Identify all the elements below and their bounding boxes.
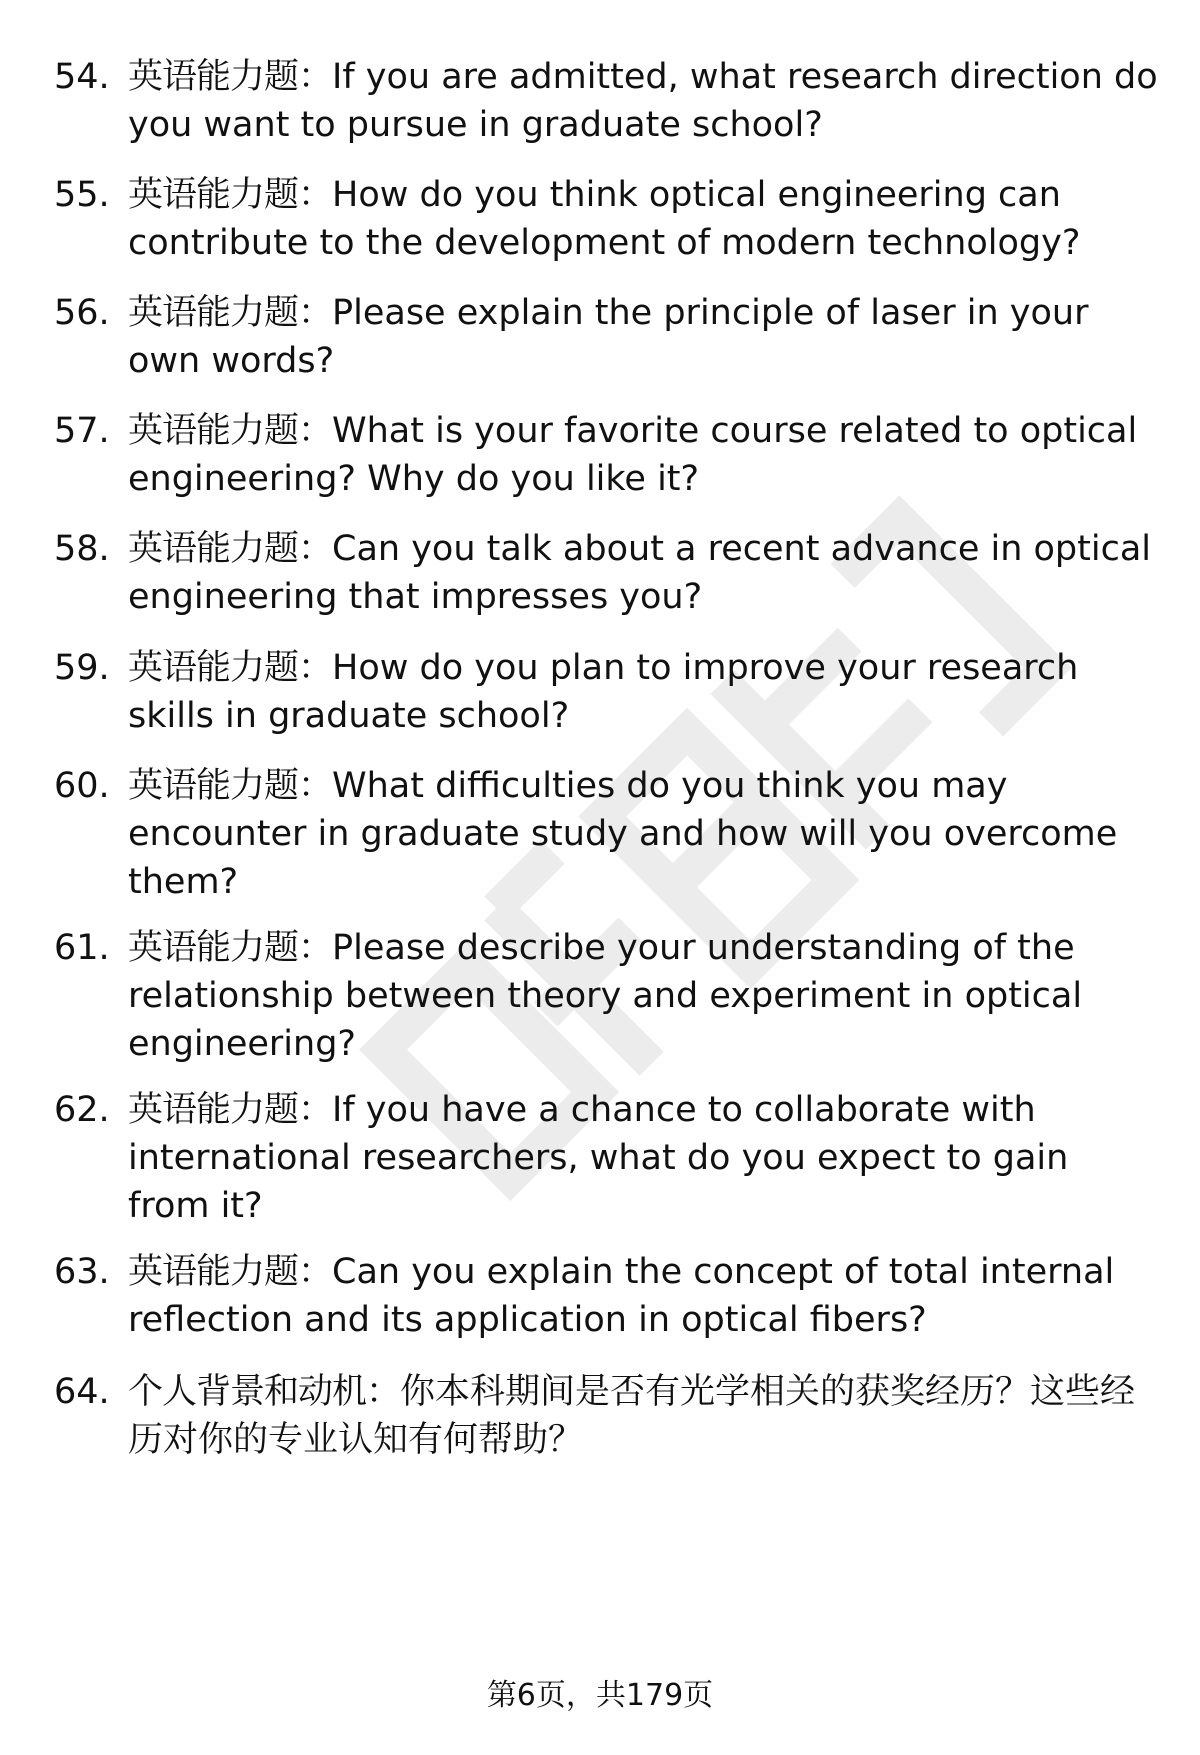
question-text: If you are admitted, what research direction do you want to pursue in graduate school? [128,57,1158,145]
question-text: Please explain the principle of laser in your own words? [128,293,1089,381]
question-text: Please describe your understanding of the relationship between theory and experiment in optical engineering? [128,928,1083,1064]
question-text: What difficulties do you think you may encounter in graduate study and how will you overcome them? [128,766,1118,902]
question-category: 英语能力题： [128,411,333,451]
question-number: 64. [54,1372,110,1412]
question-category: 英语能力题： [128,1252,333,1292]
question-category: 个人背景和动机： [128,1372,401,1412]
question-text: Can you explain the concept of total internal reflection and its application in optical fibers? [128,1252,1115,1340]
question-number: 58. [54,529,110,569]
question-category: 英语能力题： [128,175,333,215]
question-text: What is your favorite course related to optical engineering? Why do you like it? [128,411,1138,499]
question-number: 62. [54,1090,110,1130]
question-number: 57. [54,411,110,451]
question-category: 英语能力题： [128,57,333,97]
question-text: If you have a chance to collaborate with international researchers, what do you expect to gain from it? [128,1090,1069,1226]
question-text: How do you think optical engineering can contribute to the development of modern technology? [128,175,1081,263]
question-number: 63. [54,1252,110,1292]
question-number: 56. [54,293,110,333]
question-category: 英语能力题： [128,529,333,569]
question-number: 59. [54,648,110,688]
question-text: Can you talk about a recent advance in optical engineering that impresses you? [128,529,1152,617]
question-category: 英语能力题： [128,293,333,333]
question-number: 61. [54,928,110,968]
question-number: 54. [54,57,110,97]
question-text: 你本科期间是否有光学相关的获奖经历？这些经历对你的专业认知有何帮助？ [128,1372,1136,1460]
question-text: How do you plan to improve your research skills in graduate school? [128,648,1079,736]
question-number: 55. [54,175,110,215]
question-category: 英语能力题： [128,1090,333,1130]
question-category: 英语能力题： [128,766,333,806]
question-category: 英语能力题： [128,928,333,968]
question-category: 英语能力题： [128,648,333,688]
question-number: 60. [54,766,110,806]
page-footer: 第6页，共179页 [486,1678,714,1713]
